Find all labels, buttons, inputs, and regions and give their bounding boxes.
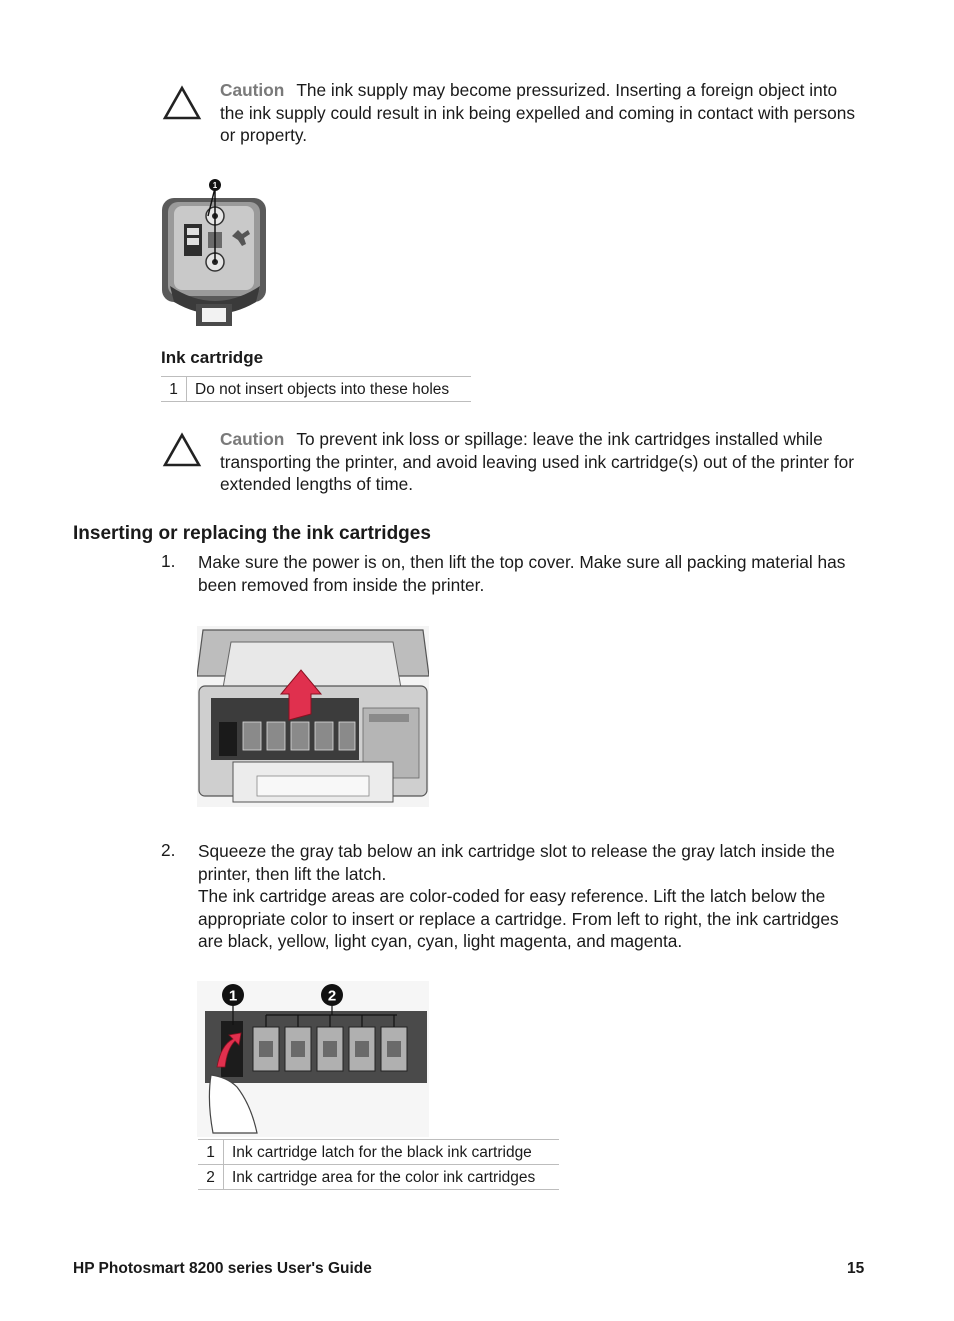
legend-number: 1	[161, 377, 187, 402]
step-number: 1.	[161, 551, 176, 571]
figure-caption: Ink cartridge	[161, 348, 264, 367]
step-text: Make sure the power is on, then lift the top cover. Make sure all packing material has been removed from inside the printer.	[198, 552, 846, 595]
legend-number: 1	[198, 1140, 224, 1165]
callout-1: 1	[228, 987, 238, 1005]
legend-text: Ink cartridge latch for the black ink cartridge	[224, 1140, 560, 1165]
legend-text: Ink cartridge area for the color ink cartridges	[224, 1165, 560, 1190]
ink-cartridge-illustration	[160, 176, 270, 330]
legend-number: 2	[198, 1165, 224, 1190]
caution-note-2	[220, 428, 865, 496]
step-detail: The ink cartridge areas are color-coded for easy reference. Lift the latch below the appropriate color to insert or replace a cartridge. From left to right, the ink cartridges are black, yellow, light cyan, cyan, light magenta, and magenta.	[198, 886, 839, 951]
caution-icon	[162, 85, 202, 121]
legend-table-1	[161, 376, 471, 402]
page-number: 15	[847, 1260, 865, 1277]
legend-table-2	[198, 1139, 559, 1190]
printer-open-cover-illustration	[197, 626, 429, 807]
cartridge-latch-illustration	[197, 981, 429, 1137]
step-instruction: Squeeze the gray tab below an ink cartridge slot to release the gray latch inside the printer, then lift the latch.	[198, 841, 835, 884]
footer-title: HP Photosmart 8200 series User's Guide	[73, 1260, 372, 1277]
step-number: 2.	[161, 840, 176, 860]
table-row	[161, 377, 471, 402]
legend-text: Do not insert objects into these holes	[187, 377, 472, 402]
caution-note-1	[220, 79, 865, 147]
table-row	[198, 1165, 559, 1190]
caution-text: The ink supply may become pressurized. Inserting a foreign object into the ink supply could result in ink being expelled and coming in contact with persons or property.	[220, 80, 855, 145]
caution-label: Caution	[220, 429, 285, 449]
caution-icon	[162, 432, 202, 468]
caution-label: Caution	[220, 80, 285, 100]
callout-1: 1	[212, 181, 218, 190]
section-heading: Inserting or replacing the ink cartridges	[73, 523, 431, 544]
step-text	[198, 840, 863, 953]
table-row	[198, 1140, 559, 1165]
caution-text: To prevent ink loss or spillage: leave the ink cartridges installed while transporting the printer, and avoid leaving used ink cartridge(s) out of the printer for extended lengths of time.	[220, 429, 854, 494]
callout-2: 2	[327, 987, 337, 1005]
